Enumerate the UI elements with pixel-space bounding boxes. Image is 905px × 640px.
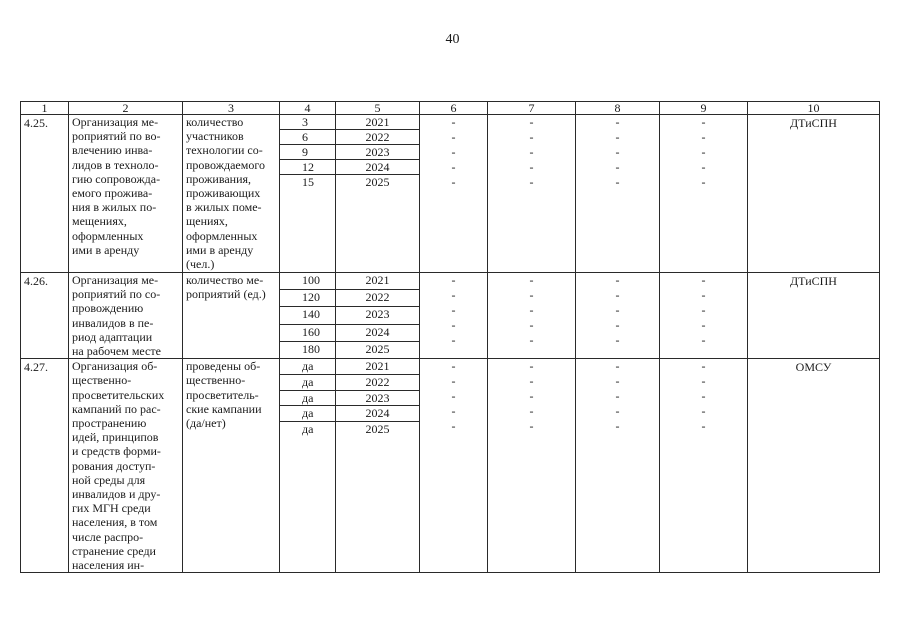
dash-value: - <box>451 130 456 144</box>
dash-value: - <box>615 374 620 389</box>
dash-value: - <box>701 333 706 347</box>
dash-value: - <box>701 130 706 144</box>
dash-value: - <box>701 273 706 287</box>
column-header: 5 <box>336 102 420 115</box>
year-cell: 2024 <box>336 324 420 341</box>
row-number: 4.26. <box>21 273 69 359</box>
page-number: 40 <box>445 32 460 47</box>
dash-value: - <box>701 359 706 374</box>
dash-column-cell <box>660 115 748 273</box>
target-value-cell: да <box>280 406 336 422</box>
dash-value: - <box>701 145 706 159</box>
column-header: 8 <box>576 102 660 115</box>
year-cell: 2023 <box>336 145 420 160</box>
dash-column-cell <box>576 359 660 573</box>
row-number: 4.25. <box>21 115 69 273</box>
dash-value: - <box>701 303 706 317</box>
dash-value: - <box>615 145 620 159</box>
table-body <box>21 102 880 573</box>
year-cell: 2024 <box>336 406 420 422</box>
column-header-row <box>21 102 880 115</box>
dash-value: - <box>615 404 620 419</box>
dash-value: - <box>701 160 706 174</box>
target-value-cell: 6 <box>280 130 336 145</box>
dash-value: - <box>615 333 620 347</box>
target-value-cell: 140 <box>280 307 336 324</box>
dash-value: - <box>615 318 620 332</box>
dash-value: - <box>451 303 456 317</box>
dash-value: - <box>529 359 534 374</box>
year-cell: 2022 <box>336 374 420 390</box>
dash-value: - <box>615 175 620 189</box>
target-value-cell: да <box>280 359 336 375</box>
dash-value: - <box>701 404 706 419</box>
target-value-cell: 15 <box>280 175 336 273</box>
dash-value: - <box>451 273 456 287</box>
dash-value: - <box>451 389 456 404</box>
column-header: 1 <box>21 102 69 115</box>
dash-value: - <box>529 160 534 174</box>
dash-column-cell <box>576 273 660 359</box>
dash-value: - <box>615 359 620 374</box>
dash-value: - <box>529 318 534 332</box>
measures-table <box>20 101 880 573</box>
indicator-cell: проведены об- щественно- просветитель- ские кампании (да/нет) <box>183 359 280 573</box>
dash-value: - <box>529 145 534 159</box>
dash-column-cell <box>488 273 576 359</box>
target-value-cell: да <box>280 422 336 573</box>
dash-value: - <box>529 374 534 389</box>
column-header: 9 <box>660 102 748 115</box>
year-cell: 2023 <box>336 390 420 406</box>
year-cell: 2021 <box>336 359 420 375</box>
dash-value: - <box>451 404 456 419</box>
dash-value: - <box>615 273 620 287</box>
year-cell: 2023 <box>336 307 420 324</box>
dash-value: - <box>701 175 706 189</box>
dash-value: - <box>529 273 534 287</box>
year-cell: 2022 <box>336 130 420 145</box>
year-cell: 2024 <box>336 160 420 175</box>
year-cell: 2025 <box>336 341 420 358</box>
dash-value: - <box>451 419 456 434</box>
dash-value: - <box>451 115 456 129</box>
dash-value: - <box>615 160 620 174</box>
dash-column-cell <box>420 273 488 359</box>
dash-value: - <box>451 374 456 389</box>
activity-cell: Организация ме- роприятий по во- влечению инва- лидов в техноло- гию сопровожда- емого прожива- ния в жилых по- мещениях, оформленных ими в аренду <box>69 115 183 273</box>
dash-value: - <box>451 160 456 174</box>
responsible-cell: ДТиСПН <box>748 273 880 359</box>
dash-column-cell <box>420 359 488 573</box>
target-value-cell: 3 <box>280 115 336 130</box>
dash-value: - <box>615 130 620 144</box>
responsible-cell: ОМСУ <box>748 359 880 573</box>
target-value-cell: 160 <box>280 324 336 341</box>
dash-column-cell <box>660 359 748 573</box>
year-cell: 2021 <box>336 115 420 130</box>
column-header: 10 <box>748 102 880 115</box>
column-header: 4 <box>280 102 336 115</box>
table-row <box>21 273 880 290</box>
table-row <box>21 115 880 130</box>
dash-column-cell <box>488 359 576 573</box>
activity-cell: Организация ме- роприятий по со- провождению инвалидов в пе- риод адаптации на рабочем месте <box>69 273 183 359</box>
target-value-cell: 9 <box>280 145 336 160</box>
dash-value: - <box>529 288 534 302</box>
dash-value: - <box>529 130 534 144</box>
dash-value: - <box>451 318 456 332</box>
target-value-cell: да <box>280 374 336 390</box>
row-number: 4.27. <box>21 359 69 573</box>
indicator-cell: количество ме- роприятий (ед.) <box>183 273 280 359</box>
dash-value: - <box>701 374 706 389</box>
dash-value: - <box>529 389 534 404</box>
year-cell: 2025 <box>336 422 420 573</box>
indicator-cell: количество участников технологии со- провождаемого проживания, проживающих в жилых поме- щениях, оформленных ими в аренду (чел.) <box>183 115 280 273</box>
dash-value: - <box>451 359 456 374</box>
year-cell: 2021 <box>336 273 420 290</box>
dash-value: - <box>701 318 706 332</box>
dash-value: - <box>451 288 456 302</box>
dash-value: - <box>529 404 534 419</box>
table-row <box>21 359 880 375</box>
dash-value: - <box>451 175 456 189</box>
column-header: 7 <box>488 102 576 115</box>
dash-value: - <box>701 419 706 434</box>
dash-column-cell <box>660 273 748 359</box>
target-value-cell: 100 <box>280 273 336 290</box>
dash-value: - <box>615 419 620 434</box>
column-header: 2 <box>69 102 183 115</box>
responsible-cell: ДТиСПН <box>748 115 880 273</box>
dash-column-cell <box>488 115 576 273</box>
dash-value: - <box>701 115 706 129</box>
dash-value: - <box>529 115 534 129</box>
target-value-cell: да <box>280 390 336 406</box>
dash-column-cell <box>576 115 660 273</box>
dash-value: - <box>701 389 706 404</box>
dash-value: - <box>451 333 456 347</box>
target-value-cell: 180 <box>280 341 336 358</box>
dash-value: - <box>529 303 534 317</box>
dash-value: - <box>529 333 534 347</box>
dash-value: - <box>701 288 706 302</box>
dash-column-cell <box>420 115 488 273</box>
target-value-cell: 12 <box>280 160 336 175</box>
target-value-cell: 120 <box>280 290 336 307</box>
dash-value: - <box>615 288 620 302</box>
dash-value: - <box>615 389 620 404</box>
dash-value: - <box>529 419 534 434</box>
activity-cell: Организация об- щественно- просветительских кампаний по рас- пространению идей, принципов и средств форми- рования доступ- ной среды для инвалидов и дру- гих МГН среди населения, в том числе распро- странение среди населения ин- <box>69 359 183 573</box>
dash-value: - <box>615 303 620 317</box>
column-header: 6 <box>420 102 488 115</box>
dash-value: - <box>451 145 456 159</box>
dash-value: - <box>529 175 534 189</box>
column-header: 3 <box>183 102 280 115</box>
year-cell: 2025 <box>336 175 420 273</box>
year-cell: 2022 <box>336 290 420 307</box>
dash-value: - <box>615 115 620 129</box>
